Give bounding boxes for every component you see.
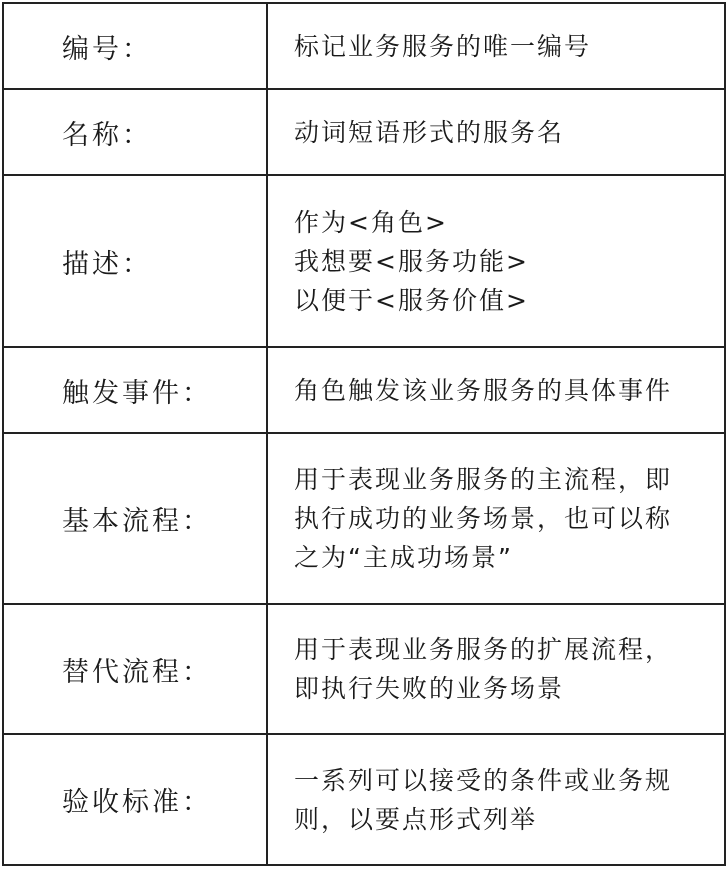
value-line: 执行成功的业务场景，也可以称 xyxy=(294,504,673,533)
row-description xyxy=(3,175,725,347)
value-id xyxy=(267,3,725,89)
row-id xyxy=(3,3,725,89)
label-description: 描述： xyxy=(3,175,267,347)
value-acceptance-criteria xyxy=(267,734,725,865)
label-trigger: 触发事件： xyxy=(3,347,267,433)
value-line: 我想要<服务功能> xyxy=(294,246,529,276)
label-acceptance-criteria: 验收标准： xyxy=(3,734,267,865)
row-basic-flow xyxy=(3,433,725,604)
value-line: 以便于<服务价值> xyxy=(294,285,529,315)
value-line: 作为<角色> xyxy=(294,207,448,237)
label-name: 名称： xyxy=(3,89,267,175)
label-basic-flow: 基本流程： xyxy=(3,433,267,604)
label-alternative-flow: 替代流程： xyxy=(3,604,267,734)
value-line: 则，以要点形式列举 xyxy=(294,804,538,834)
service-spec-table xyxy=(2,2,726,866)
row-acceptance-criteria xyxy=(3,734,725,865)
value-line: 之为“主成功场景” xyxy=(294,543,513,572)
value-line: 标记业务服务的唯一编号 xyxy=(294,31,592,61)
value-line: 角色触发该业务服务的具体事件 xyxy=(294,375,673,405)
value-trigger xyxy=(267,347,725,433)
value-line: 动词短语形式的服务名 xyxy=(294,117,565,147)
value-line: 一系列可以接受的条件或业务规 xyxy=(294,765,673,795)
value-line: 用于表现业务服务的主流程，即 xyxy=(294,465,673,494)
row-trigger xyxy=(3,347,725,433)
value-line: 用于表现业务服务的扩展流程， xyxy=(294,635,673,664)
value-name xyxy=(267,89,725,175)
label-id: 编号： xyxy=(3,3,267,89)
value-description xyxy=(267,175,725,347)
value-alternative-flow xyxy=(267,604,725,734)
value-line: 即执行失败的业务场景 xyxy=(294,674,565,703)
value-basic-flow xyxy=(267,433,725,604)
row-alternative-flow xyxy=(3,604,725,734)
row-name xyxy=(3,89,725,175)
